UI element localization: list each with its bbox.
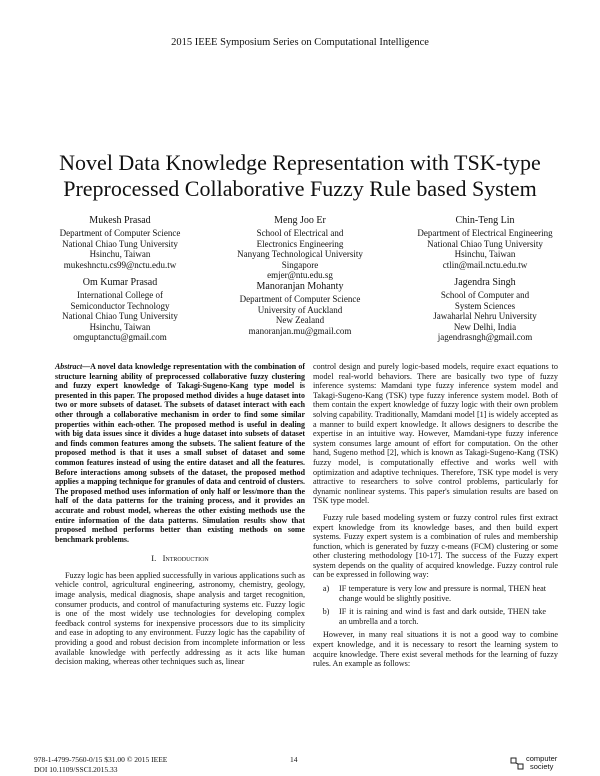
author-affiliation: National Chiao Tung University bbox=[62, 311, 178, 322]
rule-label: b) bbox=[322, 607, 330, 617]
author-affiliation: Electronics Engineering bbox=[256, 238, 344, 249]
author-email[interactable]: mukeshnctu.cs99@nctu.edu.tw bbox=[63, 259, 177, 270]
page-number: 14 bbox=[290, 755, 298, 764]
author-block bbox=[400, 215, 570, 270]
author-block bbox=[40, 215, 200, 270]
author-location: Hsinchu, Taiwan bbox=[89, 249, 151, 260]
body-paragraph: However, in many real situations it is not a good way to combine expert knowledge, and it is necessary to resort the learning system to acquire knowledge. There exist several methods for the learning of fuzzy rules. An example as follows: bbox=[313, 630, 558, 669]
abstract-lead: Abstract bbox=[55, 362, 83, 371]
author-affiliation: School of Computer and bbox=[440, 290, 530, 300]
computer-society-logo bbox=[510, 755, 572, 773]
author-affiliation: Nanyang Technological University bbox=[237, 249, 363, 260]
abstract bbox=[55, 362, 305, 544]
author-affiliation: International College of bbox=[77, 290, 163, 300]
author-location: New Zealand bbox=[275, 315, 325, 326]
author-location: Hsinchu, Taiwan bbox=[89, 321, 151, 332]
author-name: Jagendra Singh bbox=[454, 277, 516, 288]
section-number: I. bbox=[151, 553, 157, 564]
author-email[interactable]: jagendrasngh@gmail.com bbox=[437, 332, 533, 343]
author-affiliation: Jawaharlal Nehru University bbox=[433, 311, 537, 322]
body-paragraph: control design and purely logic-based models, require exact equations to model real-world behaviors. There are basically two type of fuzzy inference systems: Mamdani type fuzzy inference system model and Takagi-Sugeno-Kang (TSK) type fuzzy inference system model. Both of them contain the expert knowledge of fuzzy logic with their own problem solving capability. Traditionally, Mamdani model [1] is widely accepted as a manner to build expert knowledge. It allows designers to describe the expertise in an intuitive way. However, Mamdani-type fuzzy inference system consumes large amount of effort for computation. On the other hand, Sugeno method [2], which is known as Takagi-Sugeno-Kang (TSK) fuzzy model, is computationally effective and works well with optimization and adaptive techniques. Therefore, TSK type model is very attractive to researchers to solve control problems, particularly for dynamic nonlinear systems. This paper's simulation results are based on TSK type model. bbox=[313, 362, 558, 506]
footer-doi: DOI 10.1109/SSCI.2015.33 bbox=[34, 765, 118, 774]
author-name: Meng Joo Er bbox=[274, 215, 326, 226]
author-name: Chin-Teng Lin bbox=[455, 215, 515, 226]
author-email[interactable]: emjer@ntu.edu.sg bbox=[267, 270, 333, 281]
left-column bbox=[55, 362, 305, 667]
author-affiliation: University of Auckland bbox=[257, 304, 343, 315]
section-title: Introduction bbox=[162, 553, 209, 564]
right-column bbox=[313, 362, 558, 669]
author-affiliation: Department of Computer Science bbox=[239, 294, 361, 304]
rule-item bbox=[313, 607, 558, 626]
author-affiliation: National Chiao Tung University bbox=[427, 238, 543, 249]
author-block bbox=[220, 281, 380, 336]
intro-paragraph: Fuzzy logic has been applied successfully in various applications such as vehicle control, agricultural engineering, astronomy, chemistry, geology, image analysis, medical diagnosis, shape analysis and target recognition, consumer products, and control of manufacturing systems etc. Fuzzy logic is one of the most widely use technologies for developing complex feedback control systems for inexpensive processors due to its simplicity and ease in adopting to any environment. Fuzzy logic has the capability of providing a good and robust decision from incomplete information or less available knowledge with perfectly addressing as it acts like human decision making, whereas other techniques such as, linear bbox=[55, 570, 305, 667]
author-email[interactable]: manoranjan.mu@gmail.com bbox=[248, 325, 352, 336]
author-email[interactable]: ctlin@mail.nctu.edu.tw bbox=[442, 259, 528, 270]
author-name: Mukesh Prasad bbox=[89, 215, 151, 226]
author-location: Hsinchu, Taiwan bbox=[454, 249, 516, 260]
author-affiliation: National Chiao Tung University bbox=[62, 238, 178, 249]
author-affiliation: Department of Computer Science bbox=[59, 228, 181, 238]
abstract-body: —A novel data knowledge representation with the combination of structure learning ability of preprocessed collaborative fuzzy clustering and fuzzy expert knowledge of Takagi-Sugeno-Kang type model is presented in this paper. The proposed method divides a huge dataset into two or more subsets of dataset. The subsets of dataset interact with each other through a collaborative mechanism in order to find some similar properties within each-other. The proposed method is useful in dealing with big data issues since it divides a huge dataset into subsets of dataset and finds common features among the subsets. The salient feature of the proposed method is that it uses a small subset of dataset and some common features instead of using the entire dataset and all the features. Before interactions among subsets of the dataset, the proposed method applies a mapping technique for granules of data and centroid of clusters. The proposed method uses information of only half or less/more than the half of the data patterns for the training process, and it provides an accurate and robust model, whereas the other existing methods use the entire information of the data patterns. Simulation results show that proposed method performs better than existing methods on some benchmark problems. bbox=[55, 362, 305, 544]
author-email[interactable]: omguptanctu@gmail.com bbox=[73, 332, 167, 343]
author-affiliation: Semiconductor Technology bbox=[70, 300, 170, 311]
logo-text-computer: computer bbox=[526, 754, 558, 763]
paper-title bbox=[20, 150, 580, 202]
logo-mark-icon bbox=[510, 756, 526, 772]
rule-text: IF it is raining and wind is fast and dark outside, THEN take an umbrella and a torch. bbox=[339, 607, 546, 626]
rule-label: a) bbox=[322, 584, 330, 594]
author-block bbox=[40, 277, 200, 343]
logo-text-society: society bbox=[530, 762, 554, 771]
author-block bbox=[220, 215, 380, 281]
title-line-1: Novel Data Knowledge Representation with TSK-type bbox=[59, 150, 541, 175]
section-heading-introduction bbox=[55, 554, 305, 564]
title-line-2: Preprocessed Collaborative Fuzzy Rule based System bbox=[63, 176, 537, 201]
author-name: Manoranjan Mohanty bbox=[256, 281, 344, 292]
rule-text: IF temperature is very low and pressure is normal, THEN heat change would be slightly positive. bbox=[339, 584, 546, 603]
body-paragraph: Fuzzy rule based modeling system or fuzzy control rules first extract expert knowledge from its knowledge bases, and then build expert systems. Fuzzy expert system is a combination of rules and membership function, which is generated by fuzzy c-means (FCM) clustering or some other clustering methodology [10-17]. The success of the Fuzzy expert system depends on the quality of acquired knowledge. Fuzzy control rule can be expressed in following way: bbox=[313, 512, 558, 580]
rule-item bbox=[313, 584, 558, 603]
logo-text bbox=[526, 755, 557, 771]
author-block bbox=[400, 277, 570, 343]
footer-isbn: 978-1-4799-7560-0/15 $31.00 © 2015 IEEE bbox=[34, 755, 168, 764]
author-name: Om Kumar Prasad bbox=[82, 277, 158, 288]
conference-header: 2015 IEEE Symposium Series on Computational Intelligence bbox=[171, 37, 429, 48]
author-affiliation: School of Electrical and bbox=[256, 228, 344, 238]
author-affiliation: Department of Electrical Engineering bbox=[417, 228, 553, 238]
author-location: Singapore bbox=[281, 259, 319, 270]
author-location: New Delhi, India bbox=[453, 321, 517, 332]
author-affiliation: System Sciences bbox=[454, 300, 516, 311]
